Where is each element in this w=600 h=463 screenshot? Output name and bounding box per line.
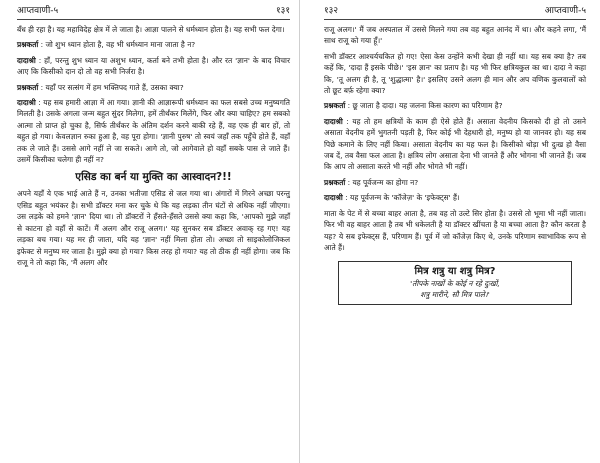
right-header-title: आप्तवाणी-५ [544,6,586,16]
verse-box-title: मित्र शत्रु या शत्रु मित्र? [414,266,496,278]
speaker-label: दादाश्री [324,116,343,126]
paragraph: राजू अलग।' मैं जब अस्पताल में उससे मिलने गया तब वह बहुत आनंद में था। और कहने लगा, 'मैं साथ राजू को गया हूँ।' [324,25,586,46]
dialogue-paragraph: प्रश्नकर्ता : यहाँ पर सत्संग में हम भक्तिपद गाते हैं, उसका क्या? [17,82,184,92]
speaker-label: दादाश्री [324,193,343,203]
paragraph: बँध ही रहा है। यह महाविदेह क्षेत्र में ले जाता है। आज्ञा पालने से धर्मध्यान होता है। यह सभी फल देगा। [17,25,285,34]
right-page-body [324,24,586,253]
paragraph: अपने यहाँ ये एक भाई आते हैं न, उनका भतीजा एसिड से जल गया था। अंगारों में गिरने अच्छा परन्तु एसिड बहुत भयंकर है। सभी डॉक्टर मना कर चुके थे कि यह लड़का तीन घंटों से अधिक नहीं जीएगा। उस लड़के को हमने 'ज्ञान' दिया था। तो डॉक्टरों ने हँसते-हँसते उससे क्या कहा कि, 'आपको मुझे जहाँ से काटना हो वहाँ से काटें। मैं अलग और राजू अलग।' यह सुनकर सब डॉक्टर अवाक् रह गए! यह लड़का बच गया। यह मर ही जाता, यदि यह 'ज्ञान' नहीं मिला होता तो। अच्छा तो साइकोलोजिकल इफेक्ट से मनुष्य मर जाता है। मुझे क्या हो गया? किस तरह हो गया? यह तो ठीक ही नहीं होगा। जब कि राजू ने तो कहा कि, 'मैं अलग और [17,189,290,267]
left-page-body [17,24,290,165]
dialogue-text: हाँ, परन्तु शुभ ध्यान या अशुभ ध्यान, कर्ता बने तभी होता है। और रत 'ज्ञान' के बाद विचार आए कि किसीको दान दो तो वह सभी निर्जरा है। [17,55,290,77]
right-page-number: १३२ [324,6,339,16]
speaker-label: प्रश्नकर्ता [17,40,39,50]
section-heading: एसिड का बर्न या मुक्ति का आस्वादन?!! [75,171,232,184]
left-page-body-continued [17,188,290,268]
dialogue-paragraph: प्रश्नकर्ता : जो शुभ ध्यान होता है, वह भी धर्मध्यान माना जाता है न? [17,40,196,50]
dialogue-paragraph: प्रश्नकर्ता : यह पूर्वजन्म का होगा न? [324,177,419,187]
left-page-header [17,6,290,20]
dialogue-text: यह पूर्वजन्म के 'कॉजेज़' के 'इफेक्ट्स' हैं। [350,193,460,203]
dialogue-paragraph: दादाश्री : यह पूर्वजन्म के 'कॉजेज़' के 'इफेक्ट्स' हैं। [324,193,460,203]
dialogue-paragraph: प्रश्नकर्ता : छू जाता है दादा। यह जलना किस कारण का परिणाम है? [324,101,503,111]
verse-box [338,261,572,305]
speaker-label: प्रश्नकर्ता [17,82,39,92]
left-header-title: आप्तवाणी-५ [17,6,59,16]
paragraph: सभी डॉक्टर आश्चर्यचकित हो गए! ऐसा केस उन्होंने कभी देखा ही नहीं था। यह सब क्या है? तब कहें कि, 'दादा हैं इसके पीछे।' 'इस ज्ञान' का प्रताप है। यह भी फिर क्षत्रियकुल का था। दादा ने कहा कि, 'तू अलग ही है, तू 'शुद्धात्मा' है।' इसलिए उसने अलग ही मान और अप वणिक कुलवालों को तो छूट बर्फ़ रहेगा क्या? [324,51,586,96]
dialogue-text: यहाँ पर सत्संग में हम भक्तिपद गाते हैं, उसका क्या? [45,82,184,92]
speaker-label: दादाश्री [17,98,36,108]
speaker-label: प्रश्नकर्ता [324,177,346,187]
dialogue-text: यह तो हम क्षत्रियों के काम ही ऐसे होते हैं। असाता वेदनीय किसको दी हो तो उसने असाता वेदनीय हमें भुगतनी पड़ती है, फिर कोई भी देहधारी हो, मनुष्य हो या जानवर हो। यह सब पिछे कमाने के लिए नहीं किया। असाता वेदनीय का यह फल है। किसीको थोड़ा भी दुःख हो वैसा जब दें, तब वैसा फल आता है। क्षत्रिय लोग असाता देना भी जानते हैं और भोगना भी जानते हैं। जब कि आप तो असाता करते भी नहीं और भोगते भी नहीं। [324,116,586,172]
right-page [300,0,600,463]
dialogue-text: यह पूर्वजन्म का होगा न? [352,177,419,187]
verse-line-2: शत्रु मारीने, सौ मित्र पाले।' [420,290,490,300]
speaker-label: दादाश्री [17,55,36,65]
left-page-number: १३१ [275,6,290,16]
dialogue-paragraph: दादाश्री : यह तो हम क्षत्रियों के काम ही ऐसे होते हैं। असाता वेदनीय किसको दी हो तो उसने असाता वेदनीय हमें भुगतनी पड़ती है, फिर कोई भी देहधारी हो, मनुष्य हो या जानवर हो। यह सब पिछे कमाने के लिए नहीं किया। असाता वेदनीय का यह फल है। किसीको थोड़ा भी दुःख हो वैसा जब दें, तब वैसा फल आता है। क्षत्रिय लोग असाता देना भी जानते हैं और भोगना भी जानते हैं। जब कि आप तो असाता करते भी नहीं और भोगते भी नहीं। [324,116,586,172]
dialogue-text: जो शुभ ध्यान होता है, वह भी धर्मध्यान माना जाता है न? [45,40,196,50]
dialogue-text: छू जाता है दादा। यह जलना किस कारण का परिणाम है? [352,101,503,111]
right-page-header [324,6,586,20]
dialogue-text: यह सब हमारी आज्ञा में आ गया। ज्ञानी की आज्ञारूपी धर्मध्यान का फल सबसे उच्च मनुष्यगति मिलती है। उसके अगला जन्म बहुत सुंदर मिलेगा, हमें तीर्थंकर मिलेंगे, फिर और क्या चाहिए? हम सबको आत्मा तो प्राप्त हो चुका है, सिर्फ तीर्थंकर के अंतिम दर्शन करने बाकी रहे हैं, वह एक ही बार हों, तो बहुत हो गया। केवलज्ञान रुका हुआ है, वह पूरा होगा। 'ज्ञानी पुरुष' तो स्वयं जहाँ तक पहुँचे होते हैं, वहाँ तक ले जाते हैं। उससे आगे नहीं ले जा सकते। आगे तो, जो आगेवाले हो वहाँ सबके पास ले जाते हैं। उसमें किसीका चलेगा ही नहीं न? [17,98,290,165]
dialogue-paragraph: दादाश्री : हाँ, परन्तु शुभ ध्यान या अशुभ ध्यान, कर्ता बने तभी होता है। और रत 'ज्ञान' के बाद विचार आए कि किसीको दान दो तो वह सभी निर्जरा है। [17,55,290,77]
dialogue-paragraph: दादाश्री : यह सब हमारी आज्ञा में आ गया। ज्ञानी की आज्ञारूपी धर्मध्यान का फल सबसे उच्च मनुष्यगति मिलती है। उसके अगला जन्म बहुत सुंदर मिलेगा, हमें तीर्थंकर मिलेंगे, फिर और क्या चाहिए? हम सबको आत्मा तो प्राप्त हो चुका है, सिर्फ तीर्थंकर के अंतिम दर्शन करने बाकी रहे हैं, वह एक ही बार हों, तो बहुत हो गया। केवलज्ञान रुका हुआ है, वह पूरा होगा। 'ज्ञानी पुरुष' तो स्वयं जहाँ तक पहुँचे होते हैं, वहाँ तक ले जाते हैं। उससे आगे नहीं ले जा सकते। आगे तो, जो आगेवाले हो वहाँ सबके पास ले जाते हैं। उसमें किसीका चलेगा ही नहीं न? [17,98,290,165]
verse-line-1: 'तीपके नाखों के कोई न रहे दुःखों, [410,279,500,289]
speaker-label: प्रश्नकर्ता [324,101,346,111]
paragraph: माता के पेट में से बच्चा बाहर आता है, तब वह तो उल्टे सिर होता है। उससे तो भूमा भी नहीं जाता। फिर भी वह बाहर आता है तब भी धकेलती है या डॉक्टर खींचता है या बच्चा आता है? कौन करता है यह? ये सब इफेक्ट्स हैं, परिणाम हैं। पूर्व में जो कॉजेज़ किए थे, उनके परिणाम स्वाभाविक रूप से आते हैं। [324,208,586,252]
